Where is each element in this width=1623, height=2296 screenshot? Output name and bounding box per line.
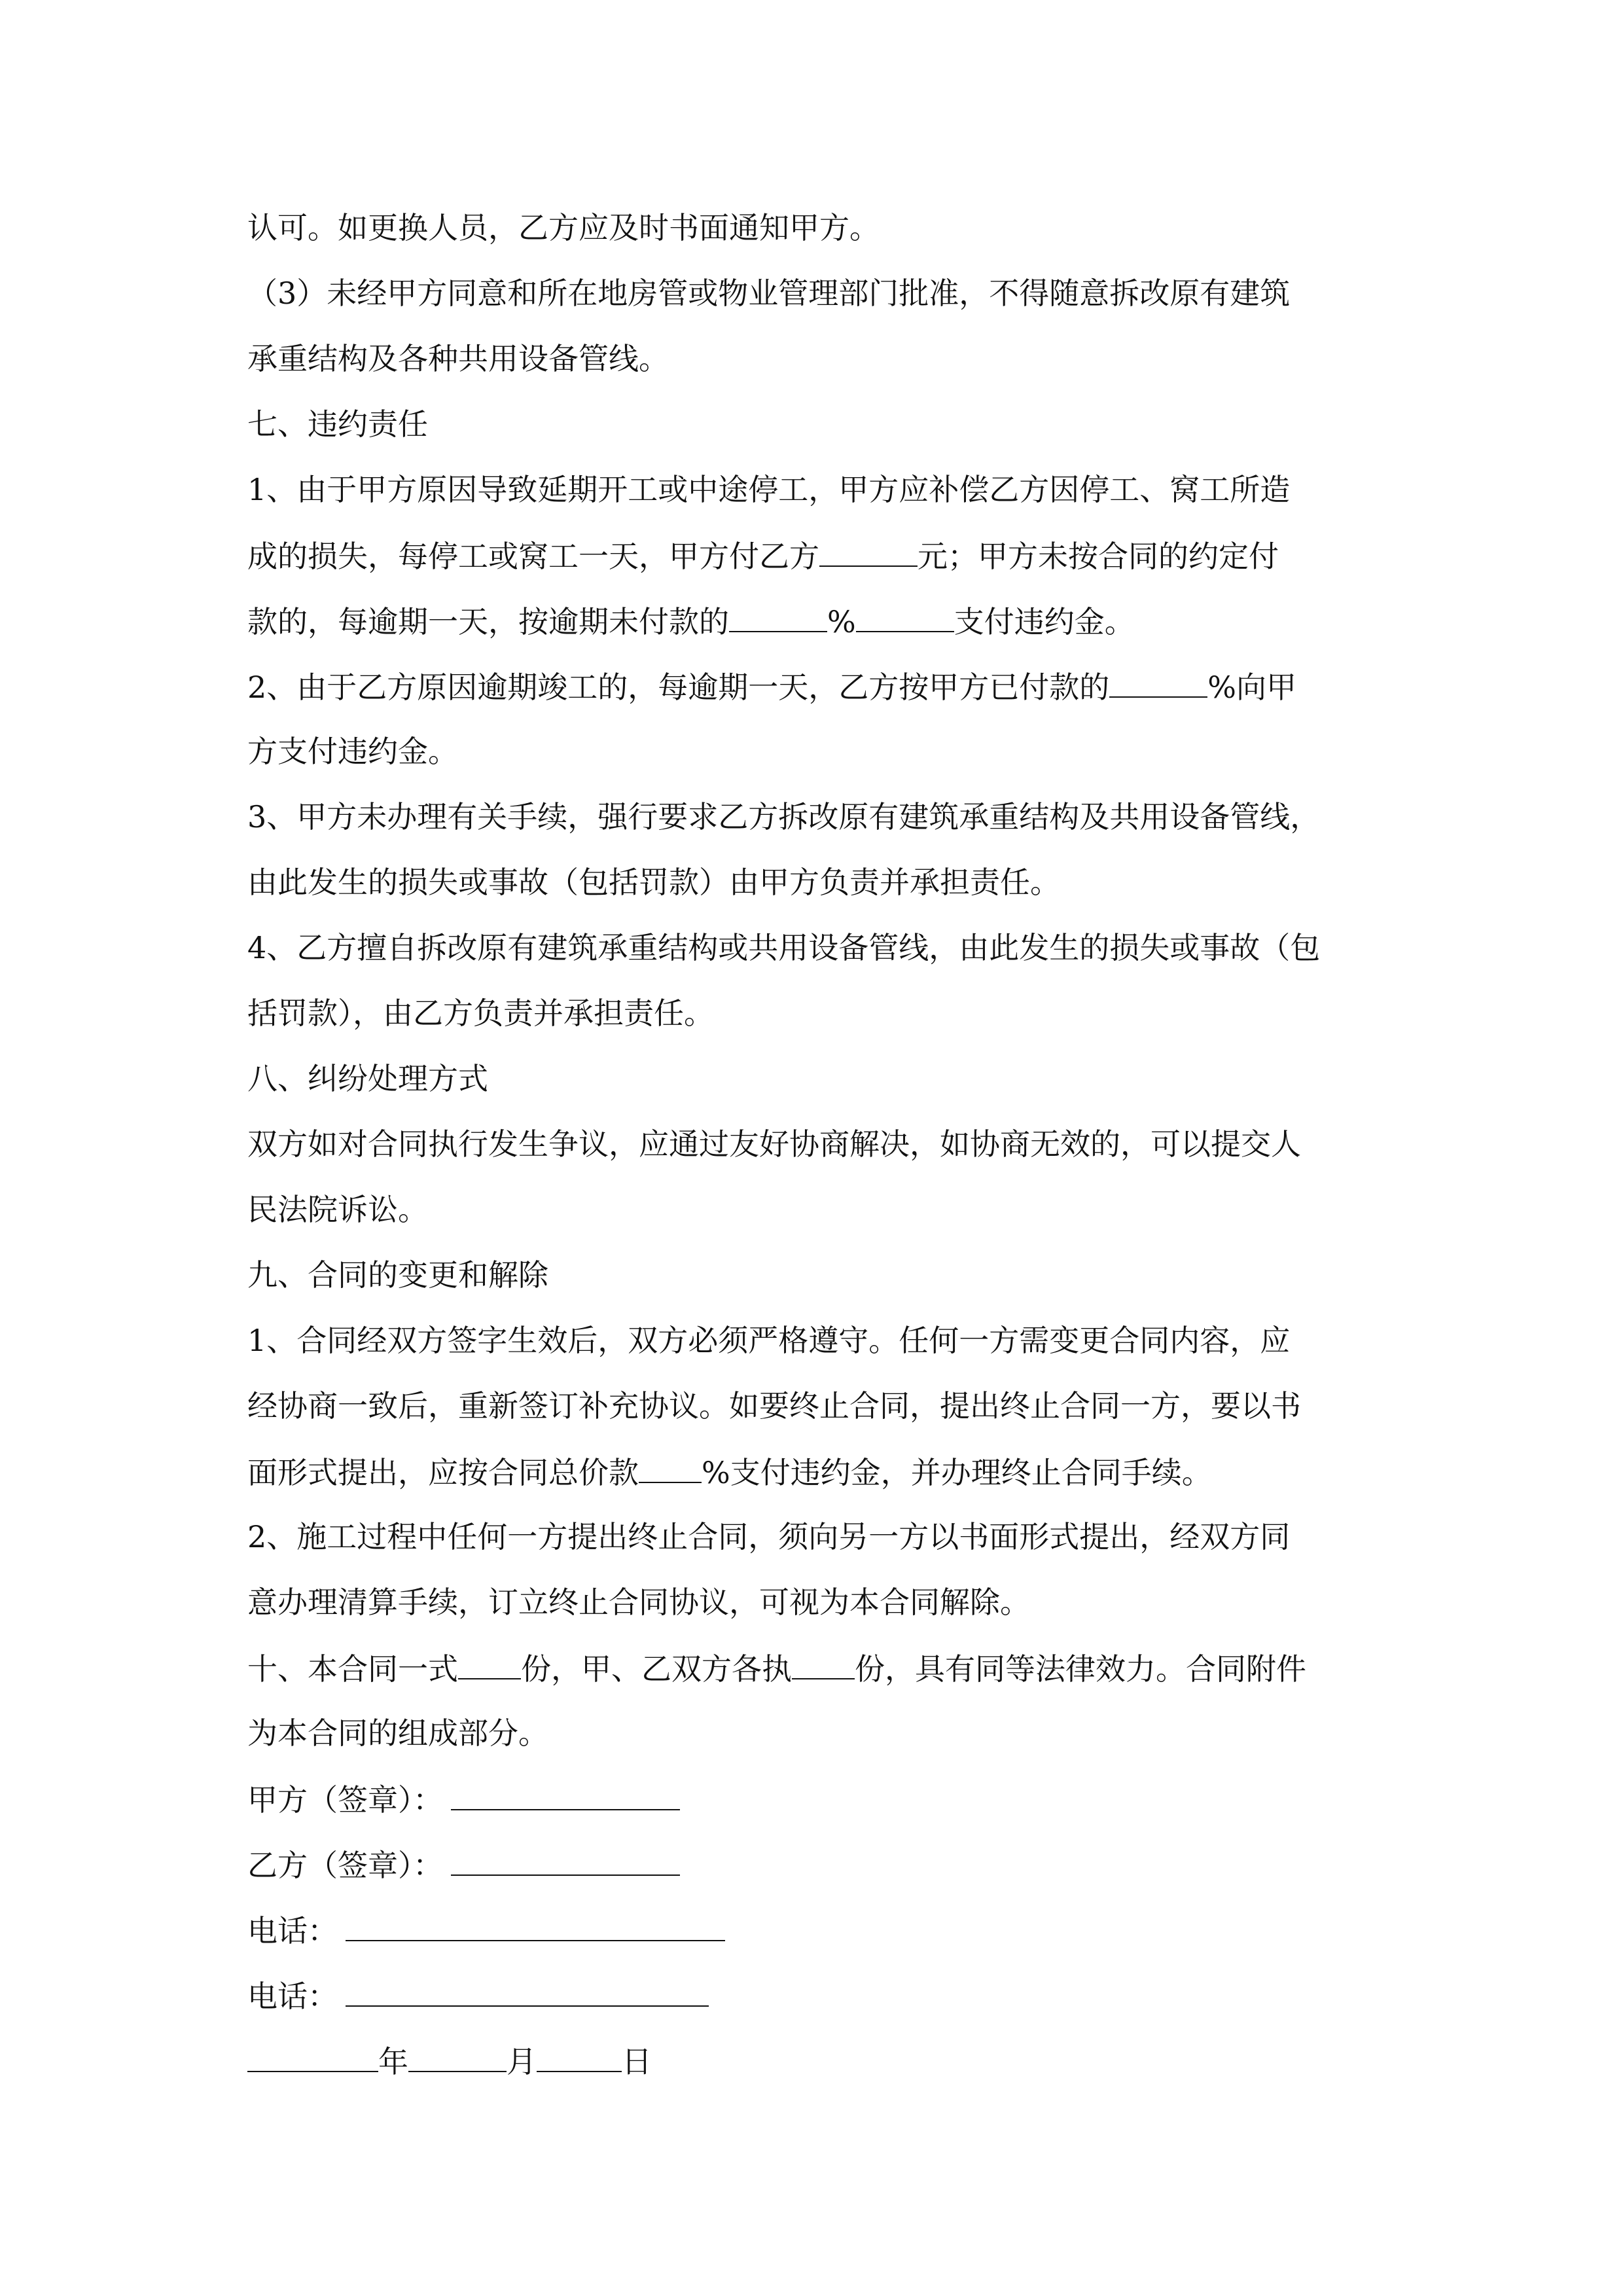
month-field[interactable] xyxy=(408,2041,507,2072)
paragraph-line: 经协商一致后，重新签订补充协议。如要终止合同，提出终止合同一方，要以书 xyxy=(247,1388,1301,1424)
section-heading: 七、违约责任 xyxy=(247,406,428,442)
fill-blank[interactable] xyxy=(856,601,954,632)
paragraph-line: 十、本合同一式 份，甲、乙双方各执 份，具有同等法律效力。合同附件 xyxy=(247,1648,1306,1687)
paragraph-line: 意办理清算手续，订立终止合同协议，可视为本合同解除。 xyxy=(247,1585,1030,1620)
paragraph-line: 2、由于乙方原因逾期竣工的，每逾期一天，乙方按甲方已付款的 %向甲 xyxy=(247,666,1296,706)
phone-1: 电话： xyxy=(247,1910,725,1949)
fill-blank[interactable] xyxy=(819,535,918,567)
paragraph-line: 3、甲方未办理有关手续，强行要求乙方拆改原有建筑承重结构及共用设备管线， xyxy=(247,799,1321,834)
paragraph-line: 成的损失，每停工或窝工一天，甲方付乙方 元；甲方未按合同的约定付 xyxy=(247,535,1279,575)
paragraph-line: 承重结构及各种共用设备管线。 xyxy=(247,341,669,376)
fill-blank[interactable] xyxy=(639,1452,702,1483)
fill-blank[interactable] xyxy=(1109,666,1207,698)
paragraph-line: 1、合同经双方签字生效后，双方必须严格遵守。任何一方需变更合同内容，应 xyxy=(247,1323,1291,1358)
paragraph-line: 面形式提出，应按合同总价款 %支付违约金，并办理终止合同手续。 xyxy=(247,1452,1212,1491)
paragraph-line: （3）未经甲方同意和所在地房管或物业管理部门批准，不得随意拆改原有建筑 xyxy=(247,276,1291,311)
date-line: 年 月 日 xyxy=(247,2041,652,2080)
party-a-signature: 甲方（签章）： xyxy=(247,1779,680,1818)
paragraph-line: 方支付违约金。 xyxy=(247,734,458,769)
party-a-signature-field[interactable] xyxy=(451,1779,680,1810)
phone-2-field[interactable] xyxy=(346,1975,709,2007)
section-heading: 九、合同的变更和解除 xyxy=(247,1257,548,1293)
year-field[interactable] xyxy=(247,2041,378,2072)
paragraph-line: 括罚款），由乙方负责并承担责任。 xyxy=(247,996,714,1031)
paragraph-line: 款的，每逾期一天，按逾期未付款的 % 支付违约金。 xyxy=(247,601,1135,640)
fill-blank[interactable] xyxy=(792,1648,855,1679)
paragraph-line: 1、由于甲方原因导致延期开工或中途停工，甲方应补偿乙方因停工、窝工所造 xyxy=(247,472,1291,507)
fill-blank[interactable] xyxy=(458,1648,521,1679)
phone-2: 电话： xyxy=(247,1975,709,2015)
party-b-signature: 乙方（签章）： xyxy=(247,1844,680,1884)
paragraph-line: 4、乙方擅自拆改原有建筑承重结构或共用设备管线，由此发生的损失或事故（包 xyxy=(247,930,1321,965)
paragraph-line: 认可。如更换人员，乙方应及时书面通知甲方。 xyxy=(247,210,880,245)
party-b-signature-field[interactable] xyxy=(451,1844,680,1876)
paragraph-line: 2、施工过程中任何一方提出终止合同，须向另一方以书面形式提出，经双方同 xyxy=(247,1519,1291,1554)
section-heading: 八、纠纷处理方式 xyxy=(247,1061,488,1096)
day-field[interactable] xyxy=(537,2041,622,2072)
fill-blank[interactable] xyxy=(729,601,827,632)
paragraph-line: 为本合同的组成部分。 xyxy=(247,1715,548,1751)
paragraph-line: 由此发生的损失或事故（包括罚款）由甲方负责并承担责任。 xyxy=(247,865,1060,900)
phone-1-field[interactable] xyxy=(346,1910,725,1941)
paragraph-line: 双方如对合同执行发生争议，应通过友好协商解决，如协商无效的，可以提交人 xyxy=(247,1126,1301,1162)
paragraph-line: 民法院诉讼。 xyxy=(247,1192,428,1227)
